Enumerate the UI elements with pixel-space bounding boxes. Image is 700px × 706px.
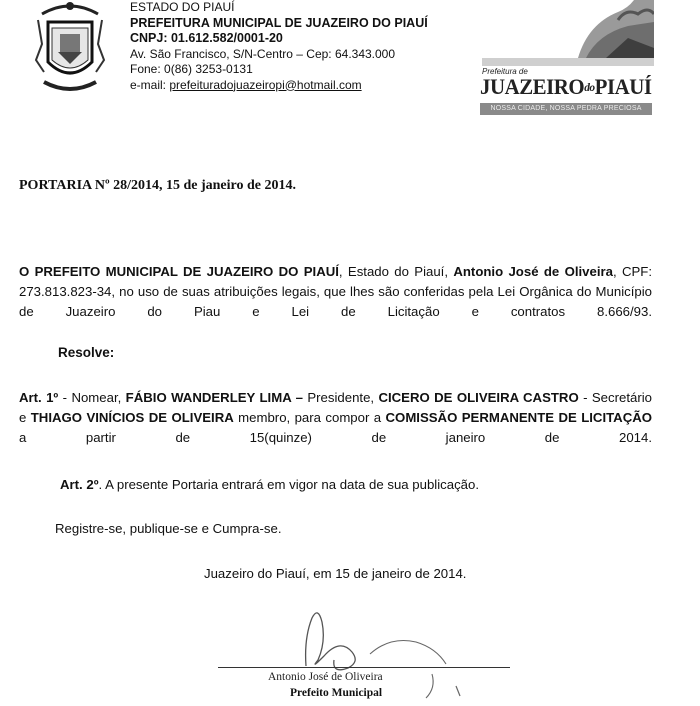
art2-label: Art. 2º — [60, 477, 99, 492]
email-line — [130, 78, 428, 94]
art1-name-3: THIAGO VINÍCIOS DE OLIVEIRA — [30, 410, 234, 425]
art1-text-4: membro, para compor a — [233, 410, 386, 425]
art1-text-3: - Secretário e — [19, 390, 652, 425]
logo-slogan: NOSSA CIDADE, NOSSA PEDRA PRECIOSA — [480, 103, 652, 115]
signature-line — [218, 667, 510, 668]
logo-main-a: JUAZEIRO — [480, 74, 585, 99]
article-2 — [60, 477, 479, 492]
art1-text-1: - Nomear, — [58, 390, 126, 405]
signature-name: Antonio José de Oliveira — [268, 671, 383, 683]
mayor-title: O PREFEITO MUNICIPAL DE JUAZEIRO DO PIAUÍ — [19, 264, 339, 279]
intro-paragraph — [19, 262, 652, 322]
intro-text-1: , Estado do Piauí, — [338, 264, 454, 279]
art1-name-2: CICERO DE OLIVEIRA CASTRO — [378, 390, 579, 405]
article-1 — [19, 388, 652, 448]
art2-text: . A presente Portaria entrará em vigor na data de sua publicação. — [98, 477, 480, 492]
cnpj: CNPJ: 01.612.582/0001-20 — [130, 31, 283, 45]
coat-of-arms-icon — [34, 0, 106, 100]
logo-main-text — [480, 74, 652, 100]
art1-commission: COMISSÃO PERMANENTE DE LICITAÇÃO — [385, 410, 653, 425]
intro-text-2: , CPF: 273.813.823-34, no uso de suas atribuições legais, que lhes são conferidas pela Lei Orgânica do Município de Juazeiro do Piau e Lei de Licitação e contratos 8.666/93. — [19, 264, 652, 319]
email-label: e-mail: — [130, 77, 170, 92]
art1-text-2: Presidente, — [302, 390, 379, 405]
logo-main-de: do — [584, 80, 595, 94]
logo-small-text: Prefeitura de — [482, 67, 528, 76]
portaria-title: PORTARIA Nº 28/2014, 15 de janeiro de 2014. — [19, 178, 296, 193]
art1-name-1: FÁBIO WANDERLEY LIMA – — [125, 390, 303, 405]
address: Av. São Francisco, S/N-Centro – Cep: 64.343.000 — [130, 46, 396, 61]
signature-title: Prefeito Municipal — [290, 687, 383, 699]
email-link[interactable]: prefeituradojuazeiropi@hotmail.com — [169, 77, 362, 92]
mayor-name: Antonio José de Oliveira — [453, 264, 613, 279]
state-name: ESTADO DO PIAUÍ — [130, 0, 235, 14]
place-date: Juazeiro do Piauí, em 15 de janeiro de 2014. — [204, 566, 467, 581]
prefeitura-name: PREFEITURA MUNICIPAL DE JUAZEIRO DO PIAUÍ — [130, 15, 428, 30]
letterhead — [130, 0, 428, 93]
register-line: Registre-se, publique-se e Cumpra-se. — [55, 521, 282, 536]
logo-main-b: PIAUÍ — [594, 74, 652, 99]
city-logo-icon — [478, 0, 654, 118]
art1-label: Art. 1º — [19, 390, 59, 405]
phone: Fone: 0(86) 3253-0131 — [130, 62, 253, 76]
art1-text-5: a partir de 15(quinze) de janeiro de 2014. — [19, 430, 652, 445]
resolve-heading: Resolve: — [58, 345, 115, 360]
